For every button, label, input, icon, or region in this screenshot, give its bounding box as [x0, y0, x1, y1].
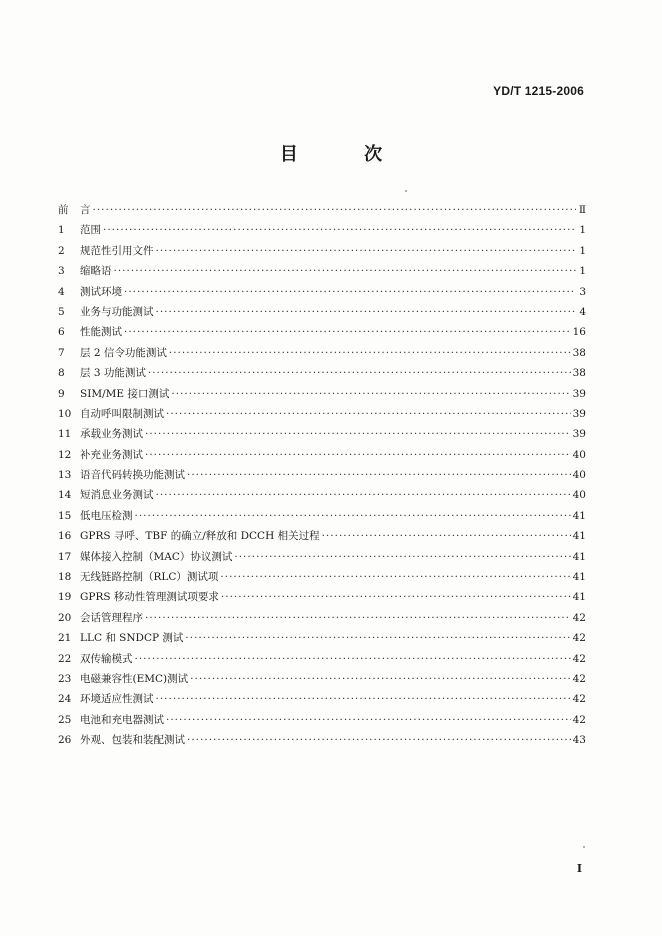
- toc-leader-dots: [221, 587, 571, 607]
- toc-leader-dots: [148, 363, 571, 383]
- table-of-contents: [58, 200, 586, 751]
- toc-entry[interactable]: [58, 220, 586, 240]
- toc-leader-dots: [156, 485, 571, 505]
- toc-entry[interactable]: [58, 628, 586, 648]
- toc-entry-label: 无线链路控制（RLC）测试项: [80, 571, 219, 584]
- toc-entry-number: 14: [58, 489, 72, 502]
- toc-entry-number: 8: [58, 367, 65, 380]
- toc-entry-page: 16: [572, 326, 586, 339]
- toc-entry-page: 41: [572, 571, 586, 584]
- toc-entry-label: 层 2 信令功能测试: [80, 346, 167, 359]
- toc-leader-dots: [187, 465, 571, 485]
- toc-entry-label: 规范性引用文件: [80, 244, 154, 257]
- toc-entry[interactable]: [58, 506, 586, 526]
- toc-entry-label: 测试环境: [80, 285, 122, 298]
- toc-leader-dots: [103, 220, 576, 240]
- toc-entry-number: 16: [58, 530, 72, 543]
- toc-entry-page: 4: [579, 305, 586, 318]
- toc-entry-number: 前: [58, 204, 69, 216]
- toc-entry[interactable]: [58, 445, 586, 465]
- document-code: YD/T 1215-2006: [493, 84, 584, 98]
- toc-entry-number: 10: [58, 407, 72, 420]
- toc-entry-label: 范围: [80, 224, 101, 237]
- toc-entry-number: 18: [58, 571, 72, 584]
- toc-entry-page: 1: [579, 224, 586, 237]
- toc-entry-page: 41: [572, 530, 586, 543]
- toc-entry-number: 23: [58, 672, 72, 685]
- toc-leader-dots: [156, 302, 577, 322]
- toc-leader-dots: [322, 526, 571, 546]
- toc-entry[interactable]: [58, 404, 586, 424]
- toc-entry[interactable]: [58, 241, 586, 261]
- toc-entry-number: 9: [58, 387, 65, 400]
- toc-entry-label: 业务与功能测试: [80, 305, 154, 318]
- toc-leader-dots: [145, 424, 571, 444]
- toc-entry-page: 43: [572, 734, 586, 747]
- toc-entry-label: 缩略语: [80, 265, 112, 278]
- toc-entry-page: 41: [572, 591, 586, 604]
- toc-entry-page: 42: [572, 652, 586, 665]
- toc-entry[interactable]: [58, 384, 586, 404]
- toc-entry-number: 7: [58, 346, 65, 359]
- toc-entry[interactable]: [58, 608, 586, 628]
- toc-entry-page: 40: [572, 469, 586, 482]
- toc-entry-label: GPRS 移动性管理测试项要求: [80, 591, 219, 604]
- toc-entry-label: 层 3 功能测试: [80, 367, 146, 380]
- toc-entry[interactable]: [58, 587, 586, 607]
- toc-entry-label: 短消息业务测试: [80, 489, 154, 502]
- toc-entry[interactable]: [58, 424, 586, 444]
- toc-entry-label: SIM/ME 接口测试: [80, 387, 170, 400]
- toc-title: 目 次: [279, 144, 413, 165]
- toc-entry-page: 39: [572, 407, 586, 420]
- toc-entry[interactable]: [58, 322, 586, 342]
- toc-leader-dots: [166, 404, 571, 424]
- toc-entry[interactable]: [58, 649, 586, 669]
- toc-leader-dots: [135, 649, 571, 669]
- toc-entry-number: 21: [58, 632, 72, 645]
- toc-entry-page: 39: [572, 387, 586, 400]
- toc-leader-dots: [114, 261, 577, 281]
- toc-entry-page: 42: [572, 611, 586, 624]
- toc-entry-page: 1: [579, 265, 586, 278]
- toc-entry[interactable]: [58, 343, 586, 363]
- toc-entry[interactable]: [58, 485, 586, 505]
- toc-entry-page: Ⅱ: [578, 204, 586, 216]
- toc-entry-label: 低电压检测: [80, 509, 133, 522]
- toc-entry[interactable]: [58, 282, 586, 302]
- toc-entry-page: 42: [572, 632, 586, 645]
- toc-entry-number: 3: [58, 265, 65, 278]
- toc-leader-dots: [187, 730, 571, 750]
- toc-entry-number: 6: [58, 326, 65, 339]
- toc-leader-dots: [171, 384, 570, 404]
- toc-entry-number: 4: [58, 285, 65, 298]
- toc-entry[interactable]: [58, 547, 586, 567]
- toc-leader-dots: [190, 669, 570, 689]
- toc-entry-number: 17: [58, 550, 72, 563]
- toc-entry[interactable]: [58, 200, 586, 220]
- toc-entry-label: 言: [80, 204, 91, 216]
- toc-entry-page: 41: [572, 509, 586, 522]
- toc-entry[interactable]: [58, 669, 586, 689]
- toc-entry-label: 会话管理程序: [80, 611, 143, 624]
- toc-entry-number: 1: [58, 224, 65, 237]
- toc-entry-page: 1: [579, 244, 586, 257]
- toc-entry-label: 语音代码转换功能测试: [80, 469, 185, 482]
- toc-entry-number: 24: [58, 693, 72, 706]
- toc-entry-number: 12: [58, 448, 72, 461]
- toc-entry-number: 26: [58, 734, 72, 747]
- toc-entry-page: 3: [579, 285, 586, 298]
- toc-leader-dots: [145, 608, 571, 628]
- toc-entry-page: 41: [572, 550, 586, 563]
- toc-entry-page: 38: [572, 367, 586, 380]
- toc-entry-number: 15: [58, 509, 72, 522]
- toc-entry-number: 20: [58, 611, 72, 624]
- toc-entry-page: 40: [572, 489, 586, 502]
- toc-entry[interactable]: [58, 689, 586, 709]
- toc-entry-label: 环境适应性测试: [80, 693, 154, 706]
- toc-entry[interactable]: [58, 710, 586, 730]
- toc-entry-label: 自动呼叫限制测试: [80, 407, 164, 420]
- toc-entry-label: LLC 和 SNDCP 测试: [80, 632, 184, 645]
- toc-entry-page: 42: [572, 672, 586, 685]
- toc-entry[interactable]: [58, 465, 586, 485]
- toc-leader-dots: [156, 689, 571, 709]
- toc-entry-label: 媒体接入控制（MAC）协议测试: [80, 550, 233, 563]
- scan-speck: [524, 392, 526, 394]
- toc-entry[interactable]: [58, 730, 586, 750]
- toc-entry-label: 补充业务测试: [80, 448, 143, 461]
- toc-leader-dots: [93, 200, 577, 220]
- toc-entry-number: 19: [58, 591, 72, 604]
- toc-entry-label: GPRS 寻呼、TBF 的确立/释放和 DCCH 相关过程: [80, 530, 320, 543]
- toc-leader-dots: [234, 547, 570, 567]
- toc-entry[interactable]: [58, 526, 586, 546]
- toc-entry-page: 40: [572, 448, 586, 461]
- toc-leader-dots: [124, 282, 576, 302]
- toc-entry-page: 42: [572, 713, 586, 726]
- toc-entry-label: 双传输模式: [80, 652, 133, 665]
- toc-entry-label: 承载业务测试: [80, 428, 143, 441]
- toc-leader-dots: [156, 241, 577, 261]
- scan-speck: [583, 846, 585, 848]
- toc-entry[interactable]: [58, 302, 586, 322]
- toc-entry-number: 25: [58, 713, 72, 726]
- toc-entry[interactable]: [58, 363, 586, 383]
- toc-entry[interactable]: [58, 261, 586, 281]
- toc-entry[interactable]: [58, 567, 586, 587]
- toc-entry-label: 电磁兼容性(EMC)测试: [80, 672, 189, 685]
- toc-entry-number: 22: [58, 652, 72, 665]
- toc-leader-dots: [135, 506, 571, 526]
- scan-speck: [405, 190, 407, 192]
- toc-entry-label: 性能测试: [80, 326, 122, 339]
- toc-leader-dots: [169, 343, 571, 363]
- toc-leader-dots: [220, 567, 570, 587]
- toc-leader-dots: [145, 445, 571, 465]
- toc-entry-number: 2: [58, 244, 65, 257]
- toc-entry-number: 11: [58, 428, 72, 441]
- toc-leader-dots: [124, 322, 571, 342]
- toc-leader-dots: [185, 628, 570, 648]
- page-number: I: [576, 862, 582, 875]
- toc-entry-page: 38: [572, 346, 586, 359]
- toc-entry-label: 外观、包装和装配测试: [80, 734, 185, 747]
- toc-entry-label: 电池和充电器测试: [80, 713, 164, 726]
- toc-entry-page: 39: [572, 428, 586, 441]
- toc-leader-dots: [166, 710, 571, 730]
- toc-entry-number: 13: [58, 469, 72, 482]
- toc-entry-number: 5: [58, 305, 65, 318]
- toc-entry-page: 42: [572, 693, 586, 706]
